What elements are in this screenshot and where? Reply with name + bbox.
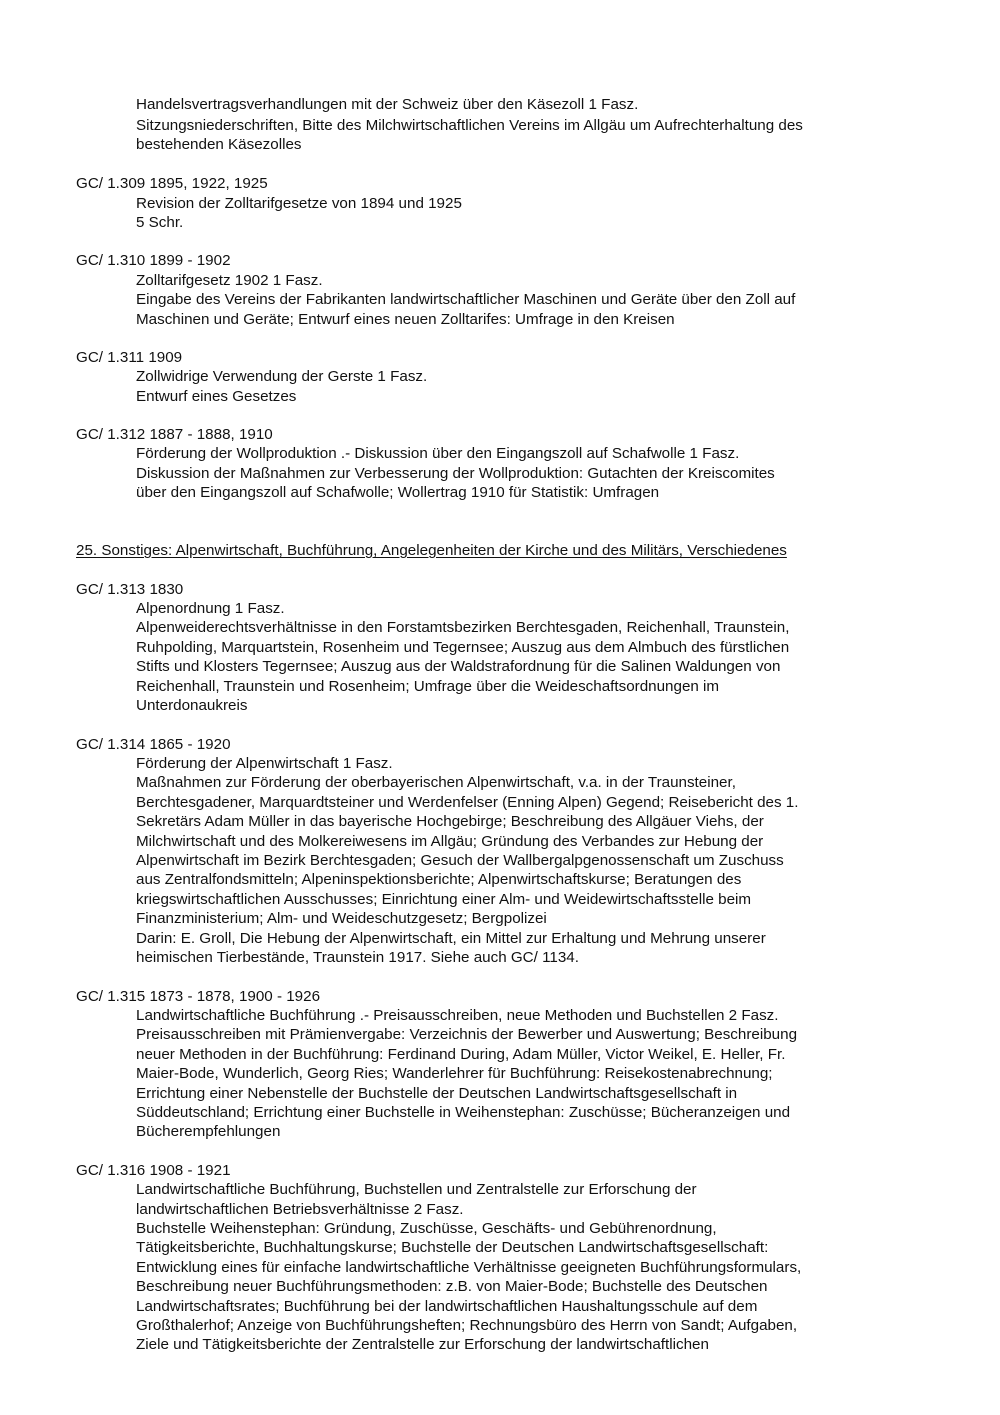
entry-line: Zolltarifgesetz 1902 1 Fasz. — [136, 272, 323, 289]
entry-line: Maier-Bode, Wunderlich, Georg Ries; Wanderlehrer für Buchführung: Reisekostenabrechnung; — [136, 1065, 773, 1082]
entry-line: Ziele und Tätigkeitsberichte der Zentralstelle zur Erforschung der landwirtschaftlichen — [136, 1336, 709, 1353]
intro-line: Sitzungsniederschriften, Bitte des Milchwirtschaftlichen Vereins im Allgäu um Aufrechterhaltung des — [136, 117, 803, 134]
entry-line: Entwurf eines Gesetzes — [136, 388, 297, 405]
entry-line: Alpenwirtschaft im Bezirk Berchtesgaden; Gesuch der Wallbergalpgenossenschaft um Zuschuss — [136, 852, 784, 869]
entry-line: Süddeutschland; Errichtung einer Buchstelle in Weihenstephan: Zuschüsse; Bücheranzeigen und — [136, 1104, 791, 1121]
entry-line: Tätigkeitsberichte, Buchhaltungskurse; Buchstelle der Deutschen Landwirtschaftsgesellschaft: — [136, 1239, 769, 1256]
entry-line: Unterdonaukreis — [136, 697, 248, 714]
intro-line: bestehenden Käsezolles — [136, 136, 302, 153]
entry-signature: GC/ 1.309 1895, 1922, 1925 — [76, 175, 268, 192]
entry-line: 5 Schr. — [136, 214, 184, 231]
entry-line: Landwirtschaftsrates; Buchführung bei der landwirtschaftlichen Haushaltungsschule auf dem — [136, 1298, 758, 1315]
entry-line: Buchstelle Weihenstephan: Gründung, Zuschüsse, Geschäfts- und Gebührenordnung, — [136, 1220, 717, 1237]
entry-signature: GC/ 1.311 1909 — [76, 349, 183, 366]
entry-line: Förderung der Wollproduktion .- Diskussion über den Eingangszoll auf Schafwolle 1 Fasz. — [136, 445, 740, 462]
entry-line: Berchtesgadener, Marquardtsteiner und Werdenfelser (Enning Alpen) Gegend; Reisebericht des 1. — [136, 794, 799, 811]
entry-line: Bücherempfehlungen — [136, 1123, 281, 1140]
entry-line: Preisausschreiben mit Prämienvergabe: Verzeichnis der Bewerber und Auswertung; Beschreibung — [136, 1026, 798, 1043]
entry-signature: GC/ 1.310 1899 - 1902 — [76, 252, 231, 269]
entry-line: Finanzministerium; Alm- und Weideschutzgesetz; Bergpolizei — [136, 910, 547, 927]
entry-line: kriegswirtschaftlichen Ausschusses; Einrichtung einer Alm- und Weidewirtschaftsstelle beim — [136, 891, 752, 908]
entry-line: Alpenordnung 1 Fasz. — [136, 600, 285, 617]
entry-line: Ruhpolding, Marquartstein, Rosenheim und Tegernsee; Auszug aus dem Almbuch des fürstlichen — [136, 639, 790, 656]
entry-line: Errichtung einer Nebenstelle der Buchstelle der Deutschen Landwirtschaftsgesellschaft in — [136, 1085, 738, 1102]
entry-line: Revision der Zolltarifgesetze von 1894 und 1925 — [136, 195, 462, 212]
intro-line: Handelsvertragsverhandlungen mit der Schweiz über den Käsezoll 1 Fasz. — [136, 96, 639, 113]
entry-line: Stifts und Klosters Tegernsee; Auszug aus der Waldstrafordnung für die Salinen Waldungen von — [136, 658, 781, 675]
entry-line: Eingabe des Vereins der Fabrikanten landwirtschaftlicher Maschinen und Geräte über den Zoll auf — [136, 291, 796, 308]
entry-signature: GC/ 1.313 1830 — [76, 581, 184, 598]
entry-line: Zollwidrige Verwendung der Gerste 1 Fasz. — [136, 368, 428, 385]
entry-line: Sekretärs Adam Müller in das bayerische Hochgebirge; Beschreibung des Allgäuer Viehs, der — [136, 813, 764, 830]
entry-signature: GC/ 1.314 1865 - 1920 — [76, 736, 231, 753]
entry-line: heimischen Tierbestände, Traunstein 1917. Siehe auch GC/ 1134. — [136, 949, 579, 966]
entry-signature: GC/ 1.315 1873 - 1878, 1900 - 1926 — [76, 988, 321, 1005]
entry-line: Maßnahmen zur Förderung der oberbayerischen Alpenwirtschaft, v.a. in der Traunsteiner, — [136, 774, 736, 791]
entry-signature: GC/ 1.312 1887 - 1888, 1910 — [76, 426, 273, 443]
entry-line: Landwirtschaftliche Buchführung, Buchstellen und Zentralstelle zur Erforschung der — [136, 1181, 697, 1198]
entry-line: Entwicklung eines für einfache landwirtschaftliche Verhältnisse geeigneten Buchführungsformulars, — [136, 1259, 802, 1276]
entry-line: Alpenweiderechtsverhältnisse in den Forstamtsbezirken Berchtesgaden, Reichenhall, Traunstein, — [136, 619, 790, 636]
entry-line: neuer Methoden in der Buchführung: Ferdinand During, Adam Müller, Victor Weikel, E. Heller, Fr. — [136, 1046, 786, 1063]
entry-line: Diskussion der Maßnahmen zur Verbesserung der Wollproduktion: Gutachten der Kreiscomites — [136, 465, 775, 482]
entry-line: Großthalerhof; Anzeige von Buchführungsheften; Rechnungsbüro des Herrn von Sandt; Aufgaben, — [136, 1317, 798, 1334]
entry-line: Darin: E. Groll, Die Hebung der Alpenwirtschaft, ein Mittel zur Erhaltung und Mehrung unserer — [136, 930, 766, 947]
entry-line: Reichenhall, Traunstein und Rosenheim; Umfrage über die Weideschaftsordnungen im — [136, 678, 720, 695]
entry-line: Beschreibung neuer Buchführungsmethoden: z.B. von Maier-Bode; Buchstelle des Deutschen — [136, 1278, 768, 1295]
section-heading: 25. Sonstiges: Alpenwirtschaft, Buchführung, Angelegenheiten der Kirche und des Militärs, Verschiedenes — [76, 542, 787, 559]
entry-line: Förderung der Alpenwirtschaft 1 Fasz. — [136, 755, 393, 772]
entry-line: Landwirtschaftliche Buchführung .- Preisausschreiben, neue Methoden und Buchstellen 2 Fasz. — [136, 1007, 779, 1024]
entry-signature: GC/ 1.316 1908 - 1921 — [76, 1162, 231, 1179]
entry-line: aus Zentralfondsmitteln; Alpeninspektionsberichte; Alpenwirtschaftskurse; Beratungen des — [136, 871, 742, 888]
entry-line: Maschinen und Geräte; Entwurf eines neuen Zolltarifes: Umfrage in den Kreisen — [136, 311, 675, 328]
entry-line: über den Eingangszoll auf Schafwolle; Wollertrag 1910 für Statistik: Umfragen — [136, 484, 660, 501]
entry-line: landwirtschaftlichen Betriebsverhältnisse 2 Fasz. — [136, 1201, 464, 1218]
entry-line: Milchwirtschaft und des Molkereiwesens im Allgäu; Gründung des Verbandes zur Hebung der — [136, 833, 764, 850]
